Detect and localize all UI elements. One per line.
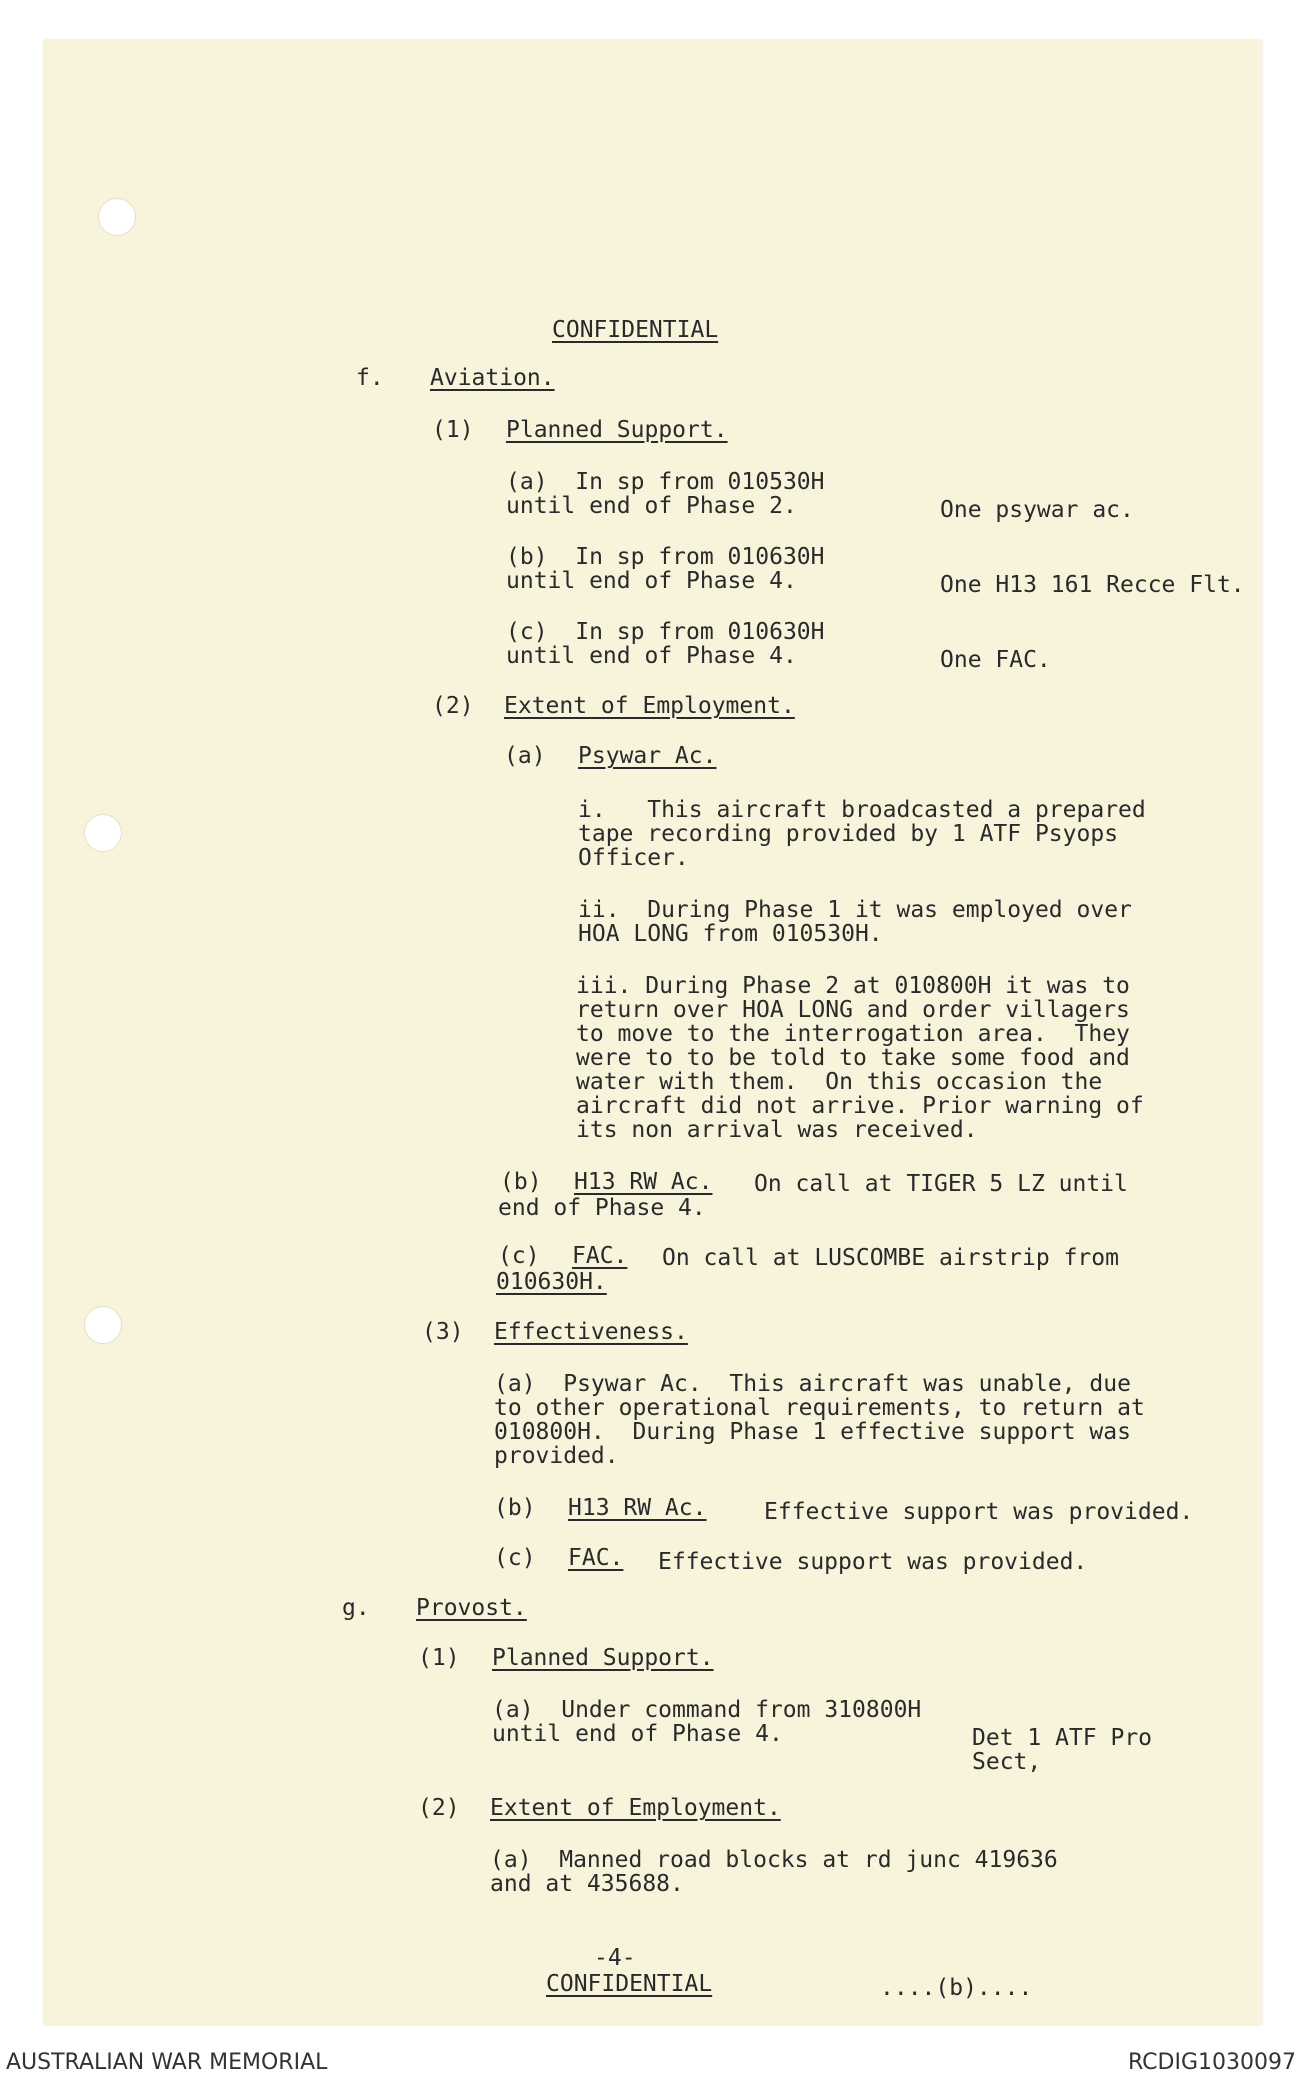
- archive-id: RCDIG1030097: [1127, 2050, 1296, 2075]
- f2a-title: Psywar Ac.: [578, 743, 717, 769]
- confidential-footer: CONFIDENTIAL: [546, 1971, 713, 1997]
- f2a-iii-line1: iii. During Phase 2 at 010800H it was to: [576, 973, 1130, 999]
- f1-number: (1): [432, 417, 474, 443]
- f2a-iii-line5: water with them. On this occasion the: [576, 1069, 1103, 1095]
- f2a-iii-line4: were to to be told to take some food and: [576, 1045, 1130, 1071]
- confidential-header: CONFIDENTIAL: [552, 317, 719, 343]
- g2-title: Extent of Employment.: [490, 1795, 781, 1821]
- f1c-line1: (c) In sp from 010630H: [506, 619, 825, 645]
- f2a-i-line3: Officer.: [578, 845, 689, 871]
- f1c-line2: until end of Phase 4.: [506, 643, 797, 669]
- f1b-line2: until end of Phase 4.: [506, 568, 797, 594]
- section-f-letter: f.: [356, 365, 384, 391]
- section-f-title: Aviation.: [430, 365, 555, 391]
- f2a-iii-line7: its non arrival was received.: [576, 1117, 978, 1143]
- f1b-line1: (b) In sp from 010630H: [506, 544, 825, 570]
- f2-number: (2): [432, 693, 474, 719]
- f3a-line4: provided.: [494, 1443, 619, 1469]
- section-g-title: Provost.: [416, 1595, 527, 1621]
- f3b-number: (b): [494, 1495, 536, 1521]
- f2c-number: (c): [498, 1243, 540, 1269]
- f2a-iii-line6: aircraft did not arrive. Prior warning of: [576, 1093, 1144, 1119]
- archive-label: AUSTRALIAN WAR MEMORIAL: [6, 2050, 328, 2075]
- punch-hole: [84, 1306, 122, 1344]
- f2b-text: On call at TIGER 5 LZ until: [754, 1171, 1128, 1197]
- f3a-line2: to other operational requirements, to return at: [494, 1395, 1145, 1421]
- g1-title: Planned Support.: [492, 1645, 714, 1671]
- f2a-i-line1: i. This aircraft broadcasted a prepared: [578, 797, 1146, 823]
- f2c-text: On call at LUSCOMBE airstrip from: [662, 1245, 1119, 1271]
- section-g-letter: g.: [342, 1595, 370, 1621]
- f2c-title: FAC.: [572, 1243, 628, 1269]
- f3b-title: H13 RW Ac.: [568, 1495, 707, 1521]
- f3b-text: Effective support was provided.: [764, 1499, 1194, 1525]
- g1-number: (1): [418, 1645, 460, 1671]
- f3c-title: FAC.: [568, 1545, 624, 1571]
- f3-title: Effectiveness.: [494, 1319, 688, 1345]
- punch-hole: [98, 198, 136, 236]
- g1a-line1: (a) Under command from 310800H: [492, 1697, 922, 1723]
- f1a-line1: (a) In sp from 010530H: [506, 469, 825, 495]
- f1c-allocation: One FAC.: [940, 647, 1051, 673]
- f3-number: (3): [422, 1319, 464, 1345]
- f3a-line3: 010800H. During Phase 1 effective support was: [494, 1419, 1131, 1445]
- f2a-number: (a): [504, 743, 546, 769]
- f1a-allocation: One psywar ac.: [940, 497, 1134, 523]
- f2b-title: H13 RW Ac.: [574, 1169, 713, 1195]
- f1a-line2: until end of Phase 2.: [506, 493, 797, 519]
- f2a-ii-line1: ii. During Phase 1 it was employed over: [578, 897, 1132, 923]
- f2a-iii-line2: return over HOA LONG and order villagers: [576, 997, 1130, 1023]
- f3c-number: (c): [494, 1545, 536, 1571]
- g2-number: (2): [418, 1795, 460, 1821]
- g1a-allocation-line1: Det 1 ATF Pro: [972, 1725, 1153, 1751]
- f2b-number: (b): [500, 1169, 542, 1195]
- f1-title: Planned Support.: [506, 417, 728, 443]
- f2a-ii-line2: HOA LONG from 010530H.: [578, 921, 883, 947]
- punch-hole: [84, 814, 122, 852]
- f3c-text: Effective support was provided.: [658, 1549, 1088, 1575]
- f1b-allocation: One H13 161 Recce Flt.: [940, 572, 1245, 598]
- f2c-line2: 010630H.: [496, 1269, 607, 1295]
- continuation-marker: ....(b)....: [880, 1975, 1033, 2001]
- page-number: -4-: [594, 1945, 636, 1971]
- g2a-line2: and at 435688.: [490, 1871, 684, 1897]
- f2-title: Extent of Employment.: [504, 693, 795, 719]
- f2b-line2: end of Phase 4.: [498, 1195, 706, 1221]
- f2a-i-line2: tape recording provided by 1 ATF Psyops: [578, 821, 1119, 847]
- g1a-line2: until end of Phase 4.: [492, 1721, 783, 1747]
- g1a-allocation-line2: Sect,: [972, 1749, 1042, 1775]
- g2a-line1: (a) Manned road blocks at rd junc 419636: [490, 1847, 1058, 1873]
- f3a-line1: (a) Psywar Ac. This aircraft was unable, due: [494, 1371, 1131, 1397]
- f2a-iii-line3: to move to the interrogation area. They: [576, 1021, 1130, 1047]
